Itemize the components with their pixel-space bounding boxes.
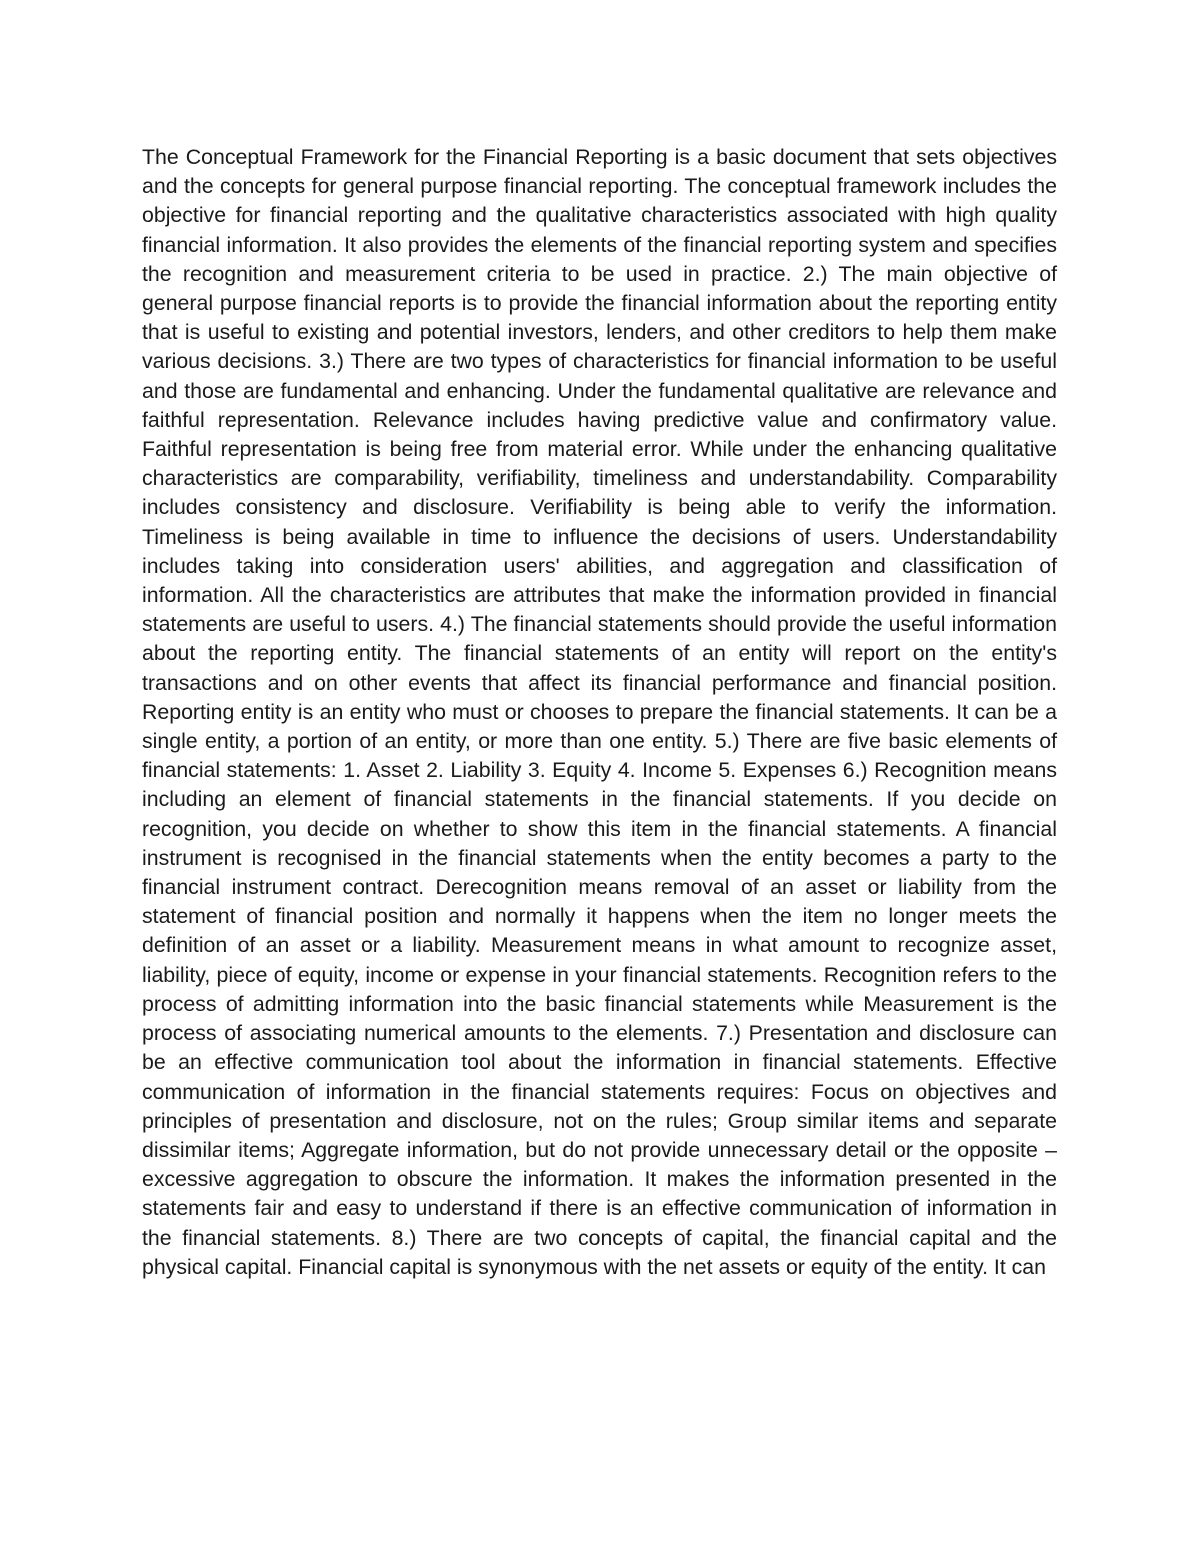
body-paragraph: The Conceptual Framework for the Financial Reporting is a basic document that sets objectives and the concepts for general purpose financial reporting. The conceptual framework includes the objective for financial reporting and the qualitative characteristics associated with high quality financial information. It also provides the elements of the financial reporting system and specifies the recognition and measurement criteria to be used in practice. 2.) The main objective of general purpose financial reports is to provide the financial information about the reporting entity that is useful to existing and potential investors, lenders, and other creditors to help them make various decisions. 3.) There are two types of characteristics for financial information to be useful and those are fundamental and enhancing. Under the fundamental qualitative are relevance and faithful representation. Relevance includes having predictive value and confirmatory value. Faithful representation is being free from material error. While under the enhancing qualitative characteristics are comparability, verifiability, timeliness and understandability. Comparability includes consistency and disclosure. Verifiability is being able to verify the information. Timeliness is being available in time to influence the decisions of users. Understandability includes taking into consideration users' abilities, and aggregation and classification of information. All the characteristics are attributes that make the information provided in financial statements are useful to users. 4.) The financial statements should provide the useful information about the reporting entity. The financial statements of an entity will report on the entity's transactions and on other events that affect its financial performance and financial position. Reporting entity is an entity who must or chooses to prepare the financial statements. It can be a single entity, a portion of an entity, or more than one entity. 5.) There are five basic elements of financial statements: 1. Asset 2. Liability 3. Equity 4. Income 5. Expenses 6.) Recognition means including an element of financial statements in the financial statements. If you decide on recognition, you decide on whether to show this item in the financial statements. A financial instrument is recognised in the financial statements when the entity becomes a party to the financial instrument contract. Derecognition means removal of an asset or liability from the statement of financial position and normally it happens when the item no longer meets the definition of an asset or a liability. Measurement means in what amount to recognize asset, liability, piece of equity, income or expense in your financial statements. Recognition refers to the process of admitting information into the basic financial statements while Measurement is the process of associating numerical amounts to the elements. 7.) Presentation and disclosure can be an effective communication tool about the information in financial statements. Effective communication of information in the financial statements requires: Focus on objectives and principles of presentation and disclosure, not on the rules; Group similar items and separate dissimilar items; Aggregate information, but do not provide unnecessary detail or the opposite –excessive aggregation to obscure the information. It makes the information presented in the statements fair and easy to understand if there is an effective communication of information in the financial statements. 8.) There are two concepts of capital, the financial capital and the physical capital. Financial capital is synonymous with the net assets or equity of the entity. It can (142, 145, 1057, 1279)
